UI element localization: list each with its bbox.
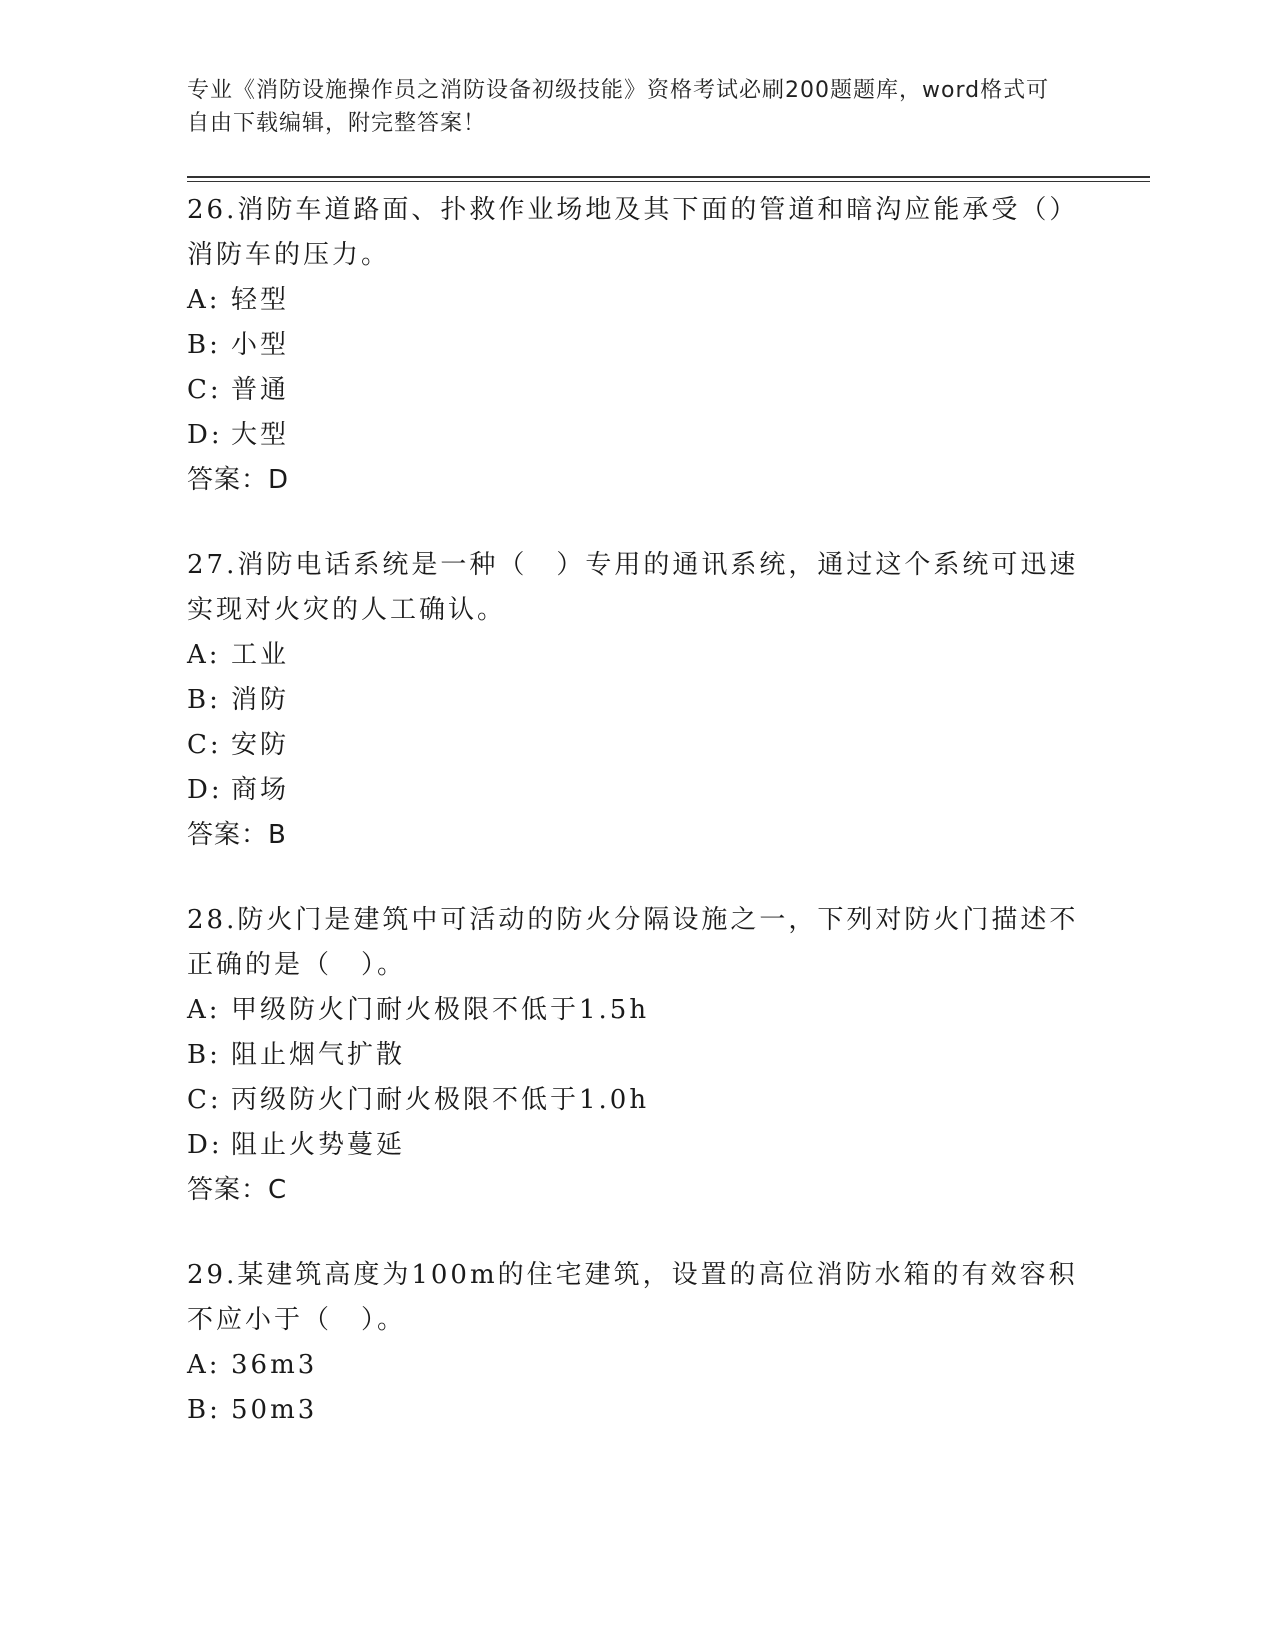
option-text: 轻型 [231, 285, 290, 315]
option-letter: C: [187, 730, 222, 760]
option-text: 商场 [231, 775, 290, 805]
question-text: 26.消防车道路面、扑救作业场地及其下面的管道和暗沟应能承受（）消防车的压力。 [187, 195, 1079, 270]
option-d [187, 1123, 1087, 1168]
option-c [187, 368, 1087, 413]
option-text: 安防 [231, 730, 290, 760]
option-d [187, 768, 1087, 813]
option-b [187, 678, 1087, 723]
option-text: 甲级防火门耐火极限不低于1.5h [231, 995, 650, 1025]
option-b [187, 323, 1087, 368]
option-text: 普通 [231, 375, 290, 405]
option-text: 小型 [231, 330, 290, 360]
option-letter: A: [187, 1350, 221, 1380]
option-letter: D: [187, 420, 223, 450]
question-26 [187, 188, 1087, 503]
question-29 [187, 1253, 1087, 1433]
option-letter: A: [187, 640, 221, 670]
option-text: 工业 [231, 640, 290, 670]
answer-line: 答案：C [187, 1175, 288, 1205]
header-rule-thin [187, 181, 1150, 182]
option-letter: B: [187, 330, 221, 360]
option-letter: A: [187, 285, 221, 315]
option-text: 丙级防火门耐火极限不低于1.0h [231, 1085, 650, 1115]
option-text: 阻止火势蔓延 [231, 1130, 406, 1160]
header-rule-thick [187, 176, 1150, 178]
option-letter: B: [187, 1395, 221, 1425]
option-a [187, 988, 1087, 1033]
question-text: 28.防火门是建筑中可活动的防火分隔设施之一，下列对防火门描述不正确的是（ ）。 [187, 905, 1079, 980]
option-letter: A: [187, 995, 221, 1025]
question-28 [187, 898, 1087, 1213]
question-list [187, 188, 1087, 1473]
option-text: 阻止烟气扩散 [231, 1040, 406, 1070]
option-letter: C: [187, 375, 222, 405]
option-a [187, 633, 1087, 678]
document-header: 专业《消防设施操作员之消防设备初级技能》资格考试必刷200题题库，word格式可自由下载编辑，附完整答案！ [187, 78, 1050, 136]
option-letter: C: [187, 1085, 222, 1115]
option-b [187, 1033, 1087, 1078]
option-text: 消防 [231, 685, 290, 715]
question-27 [187, 543, 1087, 858]
answer-line: 答案：D [187, 465, 290, 495]
question-text: 27.消防电话系统是一种（ ）专用的通讯系统，通过这个系统可迅速实现对火灾的人工确认。 [187, 550, 1079, 625]
option-letter: D: [187, 1130, 223, 1160]
option-c [187, 1078, 1087, 1123]
question-text: 29.某建筑高度为100m的住宅建筑，设置的高位消防水箱的有效容积不应小于（ ）。 [187, 1260, 1078, 1335]
option-text: 36m3 [231, 1350, 318, 1380]
option-text: 50m3 [231, 1395, 318, 1425]
option-b [187, 1388, 1087, 1433]
option-text: 大型 [231, 420, 290, 450]
option-letter: B: [187, 685, 221, 715]
answer-line: 答案：B [187, 820, 287, 850]
option-d [187, 413, 1087, 458]
option-a [187, 1343, 1087, 1388]
option-c [187, 723, 1087, 768]
option-a [187, 278, 1087, 323]
option-letter: B: [187, 1040, 221, 1070]
option-letter: D: [187, 775, 223, 805]
